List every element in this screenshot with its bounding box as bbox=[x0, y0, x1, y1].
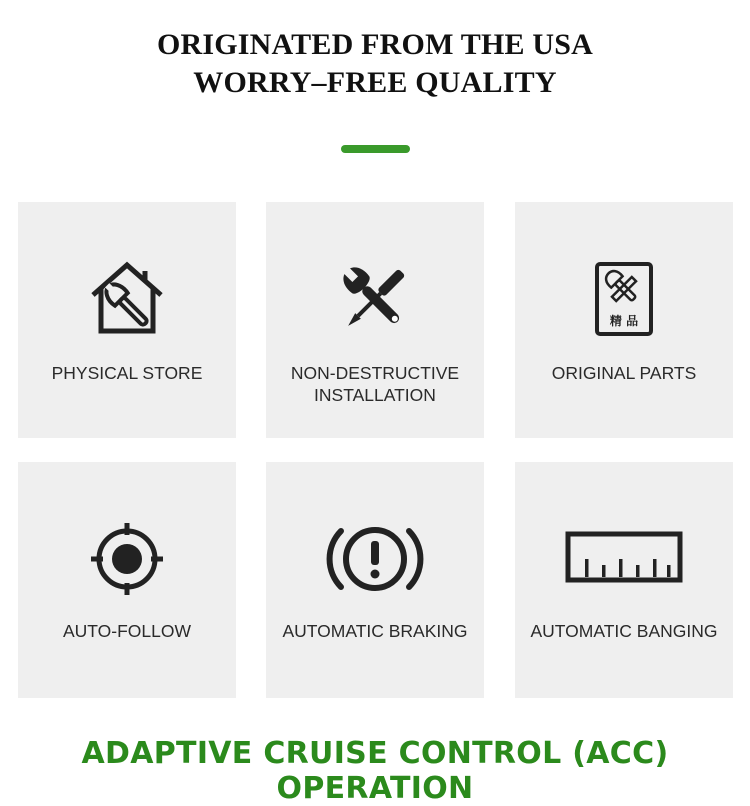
feature-label: NON-DESTRUCTIVE INSTALLATION bbox=[290, 363, 460, 405]
house-wrench-icon bbox=[18, 254, 236, 344]
feature-label: AUTO-FOLLOW bbox=[62, 621, 192, 641]
feature-label: AUTOMATIC BRAKING bbox=[282, 621, 468, 641]
accent-divider bbox=[341, 145, 410, 153]
feature-card-automatic-banging bbox=[515, 462, 733, 698]
wrench-screwdriver-icon bbox=[266, 254, 484, 344]
feature-card-physical-store bbox=[18, 202, 236, 438]
feature-card-original-parts bbox=[515, 202, 733, 438]
feature-card-non-destructive-installation bbox=[266, 202, 484, 438]
footer-title: ADAPTIVE CRUISE CONTROL (ACC) OPERATION bbox=[81, 736, 669, 806]
feature-label: AUTOMATIC BANGING bbox=[530, 621, 718, 641]
headline-line-1: ORIGINATED FROM THE USA bbox=[156, 28, 594, 61]
headline-line-2: WORRY–FREE QUALITY bbox=[193, 66, 557, 99]
feature-label: ORIGINAL PARTS bbox=[551, 363, 697, 383]
ruler-icon bbox=[515, 514, 733, 604]
genuine-parts-icon bbox=[515, 254, 733, 344]
brake-warning-icon bbox=[266, 514, 484, 604]
genuine-parts-icon-text: 精 品 bbox=[609, 314, 639, 328]
feature-label: PHYSICAL STORE bbox=[51, 363, 203, 383]
feature-card-automatic-braking bbox=[266, 462, 484, 698]
target-icon bbox=[18, 514, 236, 604]
feature-card-auto-follow bbox=[18, 462, 236, 698]
